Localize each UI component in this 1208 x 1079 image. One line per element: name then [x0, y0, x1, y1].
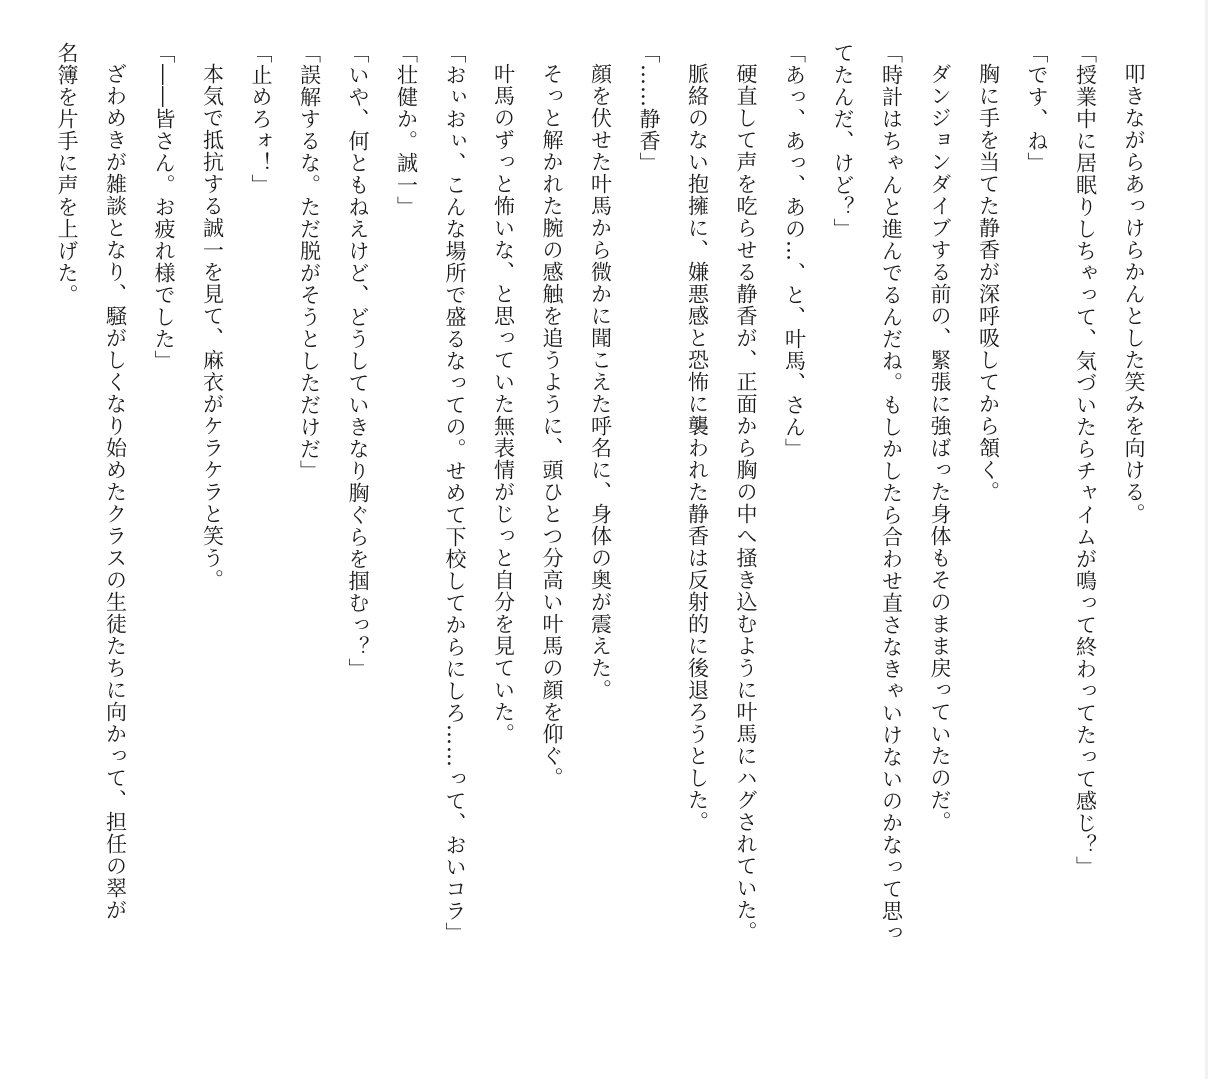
- narration-line: ざわめきが雑談となり、騒がしくなり始めたクラスの生徒たちに向かって、担任の翠が: [103, 63, 128, 921]
- narration-line: 硬直して声を吃らせる静香が、正面から胸の中へ掻き込むように叶馬にハグされていた。: [734, 63, 758, 943]
- dialogue-line: 「壮健か。誠一」: [394, 42, 419, 218]
- vertical-text-body: [55, 42, 1158, 1052]
- dialogue-line-continued: てたんだ、けど？」: [831, 42, 855, 240]
- narration-line: 叩きながらあっけらかんとした笑みを向ける。: [1122, 63, 1146, 525]
- dialogue-line: 「時計はちゃんと進んでるんだね。もしかしたら合わせ直さなきゃいけないのかなって思っ: [879, 42, 904, 944]
- narration-line-continued: 名簿を片手に声を上げた。: [55, 42, 79, 306]
- dialogue-line: 「授業中に居眠りしちゃって、気づいたらチャイムが鳴って終わってたって感じ？」: [1073, 42, 1098, 878]
- dialogue-line: 「誤解するな。ただ脱がそうとしただけだ」: [297, 42, 322, 482]
- narration-line: 本気で抵抗する誠一を見て、麻衣がケラケラと笑う。: [200, 63, 225, 591]
- dialogue-line: 「です、ね」: [1025, 42, 1049, 174]
- narration-line: 叶馬のずっと怖いな、と思っていた無表情がじっと自分を見ていた。: [491, 63, 516, 745]
- dialogue-line: 「いや、何ともねえけど、どうしていきなり胸ぐらを掴むっ？」: [346, 42, 370, 680]
- dialogue-line: 「おぃおぃ、こんな場所で盛るなっての。せめて下校してからにしろ……って、おいコラ」: [443, 42, 467, 944]
- narration-line: ダンジョンダイブする前の、緊張に強ばった身体もそのまま戻っていたのだ。: [928, 63, 952, 833]
- dialogue-line: 「止めろォ！」: [249, 42, 273, 196]
- narration-line: 胸に手を当てた静香が深呼吸してから頷く。: [976, 63, 1001, 503]
- dialogue-line: 「――皆さん。お疲れ様でした」: [152, 42, 176, 372]
- dialogue-line: 「……静香」: [637, 42, 661, 174]
- narration-line: 顔を伏せた叶馬から微かに聞こえた呼名に、身体の奥が震えた。: [588, 63, 613, 701]
- narration-line: そっと解かれた腕の感触を追うように、頭ひとつ分高い叶馬の顔を仰ぐ。: [540, 63, 564, 789]
- dialogue-line: 「あっ、あっ、あの…、と、叶馬、さん」: [782, 42, 807, 460]
- narration-line: 脈絡のない抱擁に、嫌悪感と恐怖に襲われた静香は反射的に後退ろうとした。: [685, 63, 710, 833]
